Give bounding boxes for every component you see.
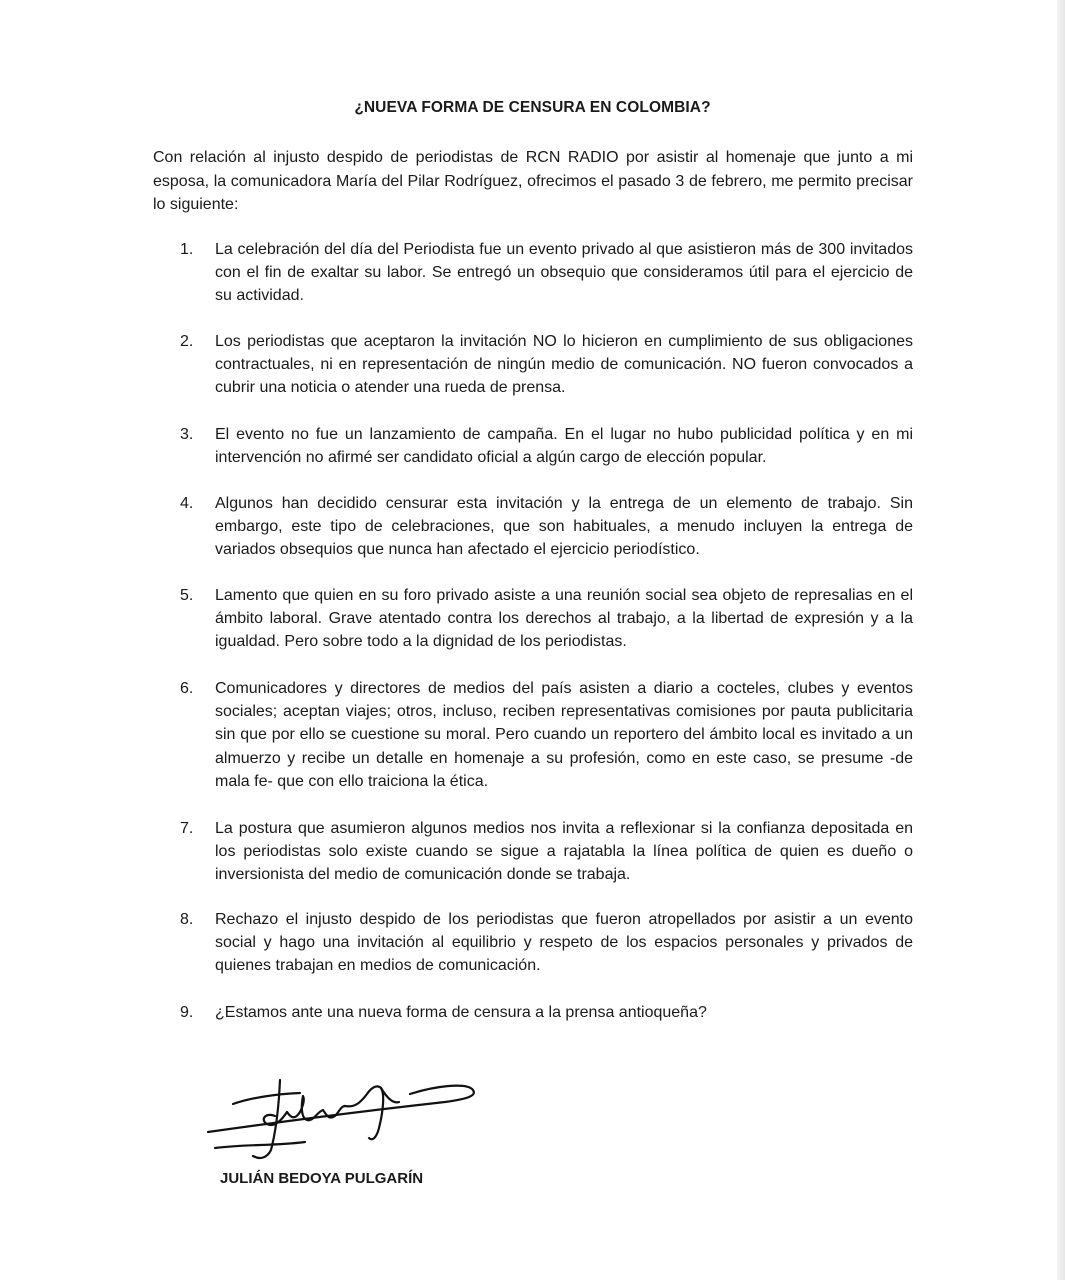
list-item — [180, 423, 913, 469]
list-item-number: 2. — [180, 333, 194, 350]
signer-name: JULIÁN BEDOYA PULGARÍN — [220, 1170, 424, 1187]
intro-paragraph: Con relación al injusto despido de periodistas de RCN RADIO por asistir al homenaje que junto a mi esposa, la comunicadora María del Pilar Rodríguez, ofrecimos el pasado 3 de febrero, me permito precisar lo siguiente: — [153, 149, 913, 213]
list-item-text: ¿Estamos ante una nueva forma de censura a la prensa antioqueña? — [215, 1004, 707, 1021]
list-item — [180, 817, 913, 887]
document-title: ¿NUEVA FORMA DE CENSURA EN COLOMBIA? — [354, 99, 711, 116]
list-item — [180, 1001, 913, 1024]
list-item — [180, 330, 913, 400]
list-item-text: El evento no fue un lanzamiento de campaña. En el lugar no hubo publicidad política y en mi intervención no afirmé ser candidato oficial a algún cargo de elección popular. — [215, 426, 913, 467]
list-item-text: La postura que asumieron algunos medios nos invita a reflexionar si la confianza depositada en los periodistas solo existe cuando se sigue a rajatabla la línea política de quien es dueño o inversionista del medio de comunicación donde se trabaja. — [215, 820, 913, 884]
list-item — [180, 492, 913, 562]
list-item-text: Rechazo el injusto despido de los periodistas que fueron atropellados por asistir a un evento social y hago una invitación al equilibrio y respeto de los espacios personales y privados de quienes trabajan en medios de comunicación. — [215, 911, 913, 975]
page-edge-shadow — [1057, 0, 1065, 1280]
list-item-text: Los periodistas que aceptaron la invitación NO lo hicieron en cumplimiento de sus obligaciones contractuales, ni en representación de ningún medio de comunicación. NO fueron convocados a cubrir una noticia o atender una rueda de prensa. — [215, 333, 913, 397]
list-item — [180, 584, 913, 654]
list-item-number: 8. — [180, 911, 194, 928]
list-item-number: 6. — [180, 680, 194, 697]
list-item-text: Lamento que quien en su foro privado asiste a una reunión social sea objeto de represalias en el ámbito laboral. Grave atentado contra los derechos al trabajo, a la libertad de expresión y a la igualdad. Pero sobre todo a la dignidad de los periodistas. — [215, 587, 913, 651]
list-item-text: La celebración del día del Periodista fue un evento privado al que asistieron más de 300 invitados con el fin de exaltar su labor. Se entregó un obsequio que consideramos útil para el ejercicio de su actividad. — [215, 241, 913, 305]
list-item-number: 4. — [180, 495, 194, 512]
list-item-number: 7. — [180, 820, 194, 837]
list-item-text: Algunos han decidido censurar esta invitación y la entrega de un elemento de trabajo. Sin embargo, este tipo de celebraciones, que son habituales, a menudo incluyen la entrega de variados obsequios que nunca han afectado el ejercicio periodístico. — [215, 495, 913, 559]
list-item — [180, 908, 913, 978]
list-item-number: 3. — [180, 426, 194, 443]
list-item — [180, 677, 913, 793]
handwritten-signature — [205, 1072, 485, 1162]
list-item-number: 9. — [180, 1004, 194, 1021]
list-item — [180, 238, 913, 308]
list-item-text: Comunicadores y directores de medios del país asisten a diario a cocteles, clubes y eventos sociales; aceptan viajes; otros, incluso, reciben representativas comisiones por pauta publicitaria sin que por ello se cuestione su moral. Pero cuando un reportero del ámbito local es invitado a un almuerzo y recibe un detalle en homenaje a su profesión, como en este caso, se presume -de mala fe- que con ello traiciona la ética. — [215, 680, 913, 790]
list-item-number: 1. — [180, 241, 194, 258]
list-item-number: 5. — [180, 587, 194, 604]
